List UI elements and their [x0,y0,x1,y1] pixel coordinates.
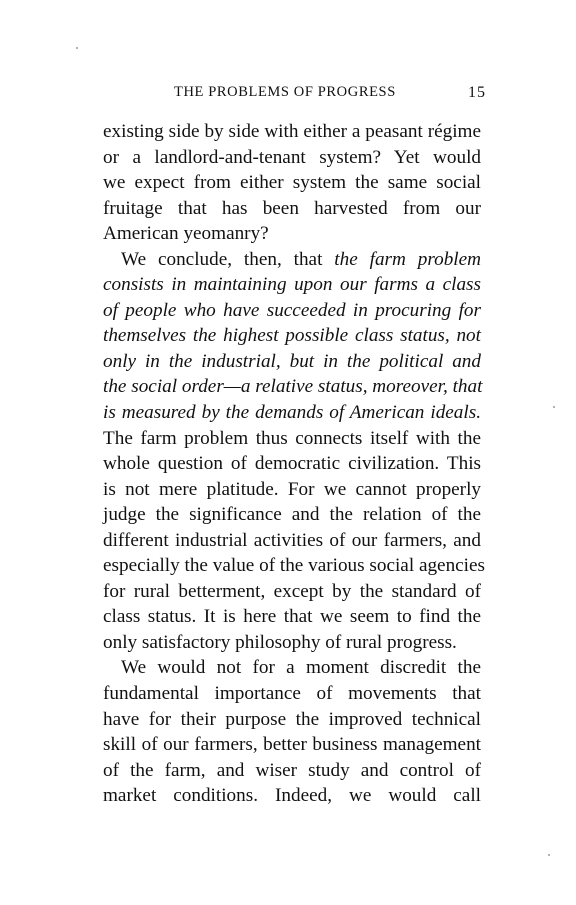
text-line [103,374,481,400]
text-run: whole question of democratic civilization. This [103,453,481,475]
text-line [103,247,481,273]
text-run: we expect from either system the same social [103,172,481,194]
text-line [103,272,481,298]
italic-text-run: the farm problem [334,248,481,270]
text-line [103,553,485,579]
text-line [103,196,481,222]
text-run: have for their purpose the improved technical [103,708,481,730]
text-run: different industrial activities of our farmers, and [103,529,481,551]
italic-text-run: only in the industrial, but in the political and [103,350,481,372]
text-line [103,426,481,452]
text-run: American yeomanry? [103,223,269,245]
text-line [103,707,481,733]
scan-speck [553,406,555,408]
running-header [102,84,486,106]
text-line [103,298,481,324]
text-run: fruitage that has been harvested from our [103,197,481,219]
text-line [103,502,481,528]
text-line [103,655,481,681]
running-title: THE PROBLEMS OF PROGRESS [174,84,396,100]
text-line [103,145,481,171]
scan-speck [548,854,550,856]
text-run: of the farm, and wiser study and control of [103,759,481,781]
text-line [103,170,481,196]
italic-text-run: the social order—a relative status, moreover, that [103,376,483,398]
text-line [103,119,481,145]
text-line [103,630,481,656]
text-line [103,758,481,784]
text-line [103,400,481,426]
text-run: existing side by side with either a peasant régime [103,121,481,142]
text-run: market conditions. Indeed, we would call [103,785,481,807]
scan-speck [76,47,78,49]
text-run: only satisfactory philosophy of rural progress. [103,631,457,653]
text-line [103,604,481,630]
text-run: We conclude, then, that [121,248,335,270]
body-text [103,119,485,809]
text-run: is not mere platitude. For we cannot properly [103,478,481,500]
italic-text-run: of people who have succeeded in procuring for [103,299,481,321]
text-run: We would not for a moment discredit the [121,657,481,679]
text-line [103,349,481,375]
text-line [103,579,481,605]
text-line [103,783,481,809]
text-line [103,681,481,707]
text-run: judge the significance and the relation of the [103,504,481,526]
text-run: class status. It is here that we seem to find the [103,606,481,628]
text-run: fundamental importance of movements that [103,683,481,705]
page-number: 15 [468,84,486,101]
text-run: for rural betterment, except by the standard of [103,580,481,602]
text-run: especially the value of the various social agencies [103,555,485,577]
text-run: or a landlord-and-tenant system? Yet would [103,146,481,168]
text-line [103,528,481,554]
text-run: The farm problem thus connects itself with the [103,427,481,449]
italic-text-run: is measured by the demands of American ideals. [103,402,481,424]
italic-text-run: consists in maintaining upon our farms a class [103,274,481,296]
text-line [103,221,481,247]
text-line [103,732,481,758]
text-line [103,451,481,477]
text-run: skill of our farmers, better business management [103,734,481,756]
text-line [103,323,481,349]
text-line [103,477,481,503]
italic-text-run: themselves the highest possible class status, not [103,325,481,347]
